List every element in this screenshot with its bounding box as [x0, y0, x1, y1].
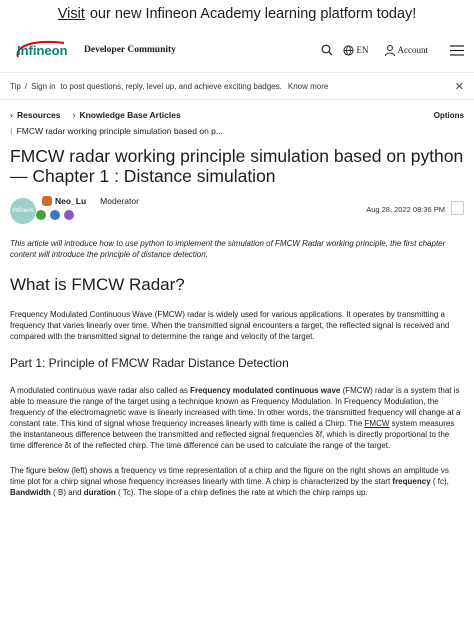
author-row — [0, 196, 474, 228]
know-more-link[interactable]: Know more — [287, 81, 329, 91]
paragraph-1: Frequency Modulated Continuous Wave (FMCW) radar is widely used for various applications. It operates by transmitting a frequency that varies linearly over time. When the transmitted signal encounters a target, the reflected signal is received and compared with the transmitted signal to determine the range and velocity of the target. — [10, 310, 450, 341]
bold-term: frequency — [392, 477, 431, 486]
infineon-logo[interactable] — [12, 37, 72, 63]
logo-mark — [12, 37, 72, 63]
author-name[interactable]: Neo_Lu — [55, 196, 87, 206]
kudo-icon — [64, 210, 74, 220]
breadcrumb-resources[interactable]: Resources — [17, 110, 61, 120]
visit-link[interactable]: Visit — [57, 6, 85, 22]
tip-text: to post questions, reply, level up, and achieve exciting badges. — [60, 81, 282, 91]
promo-banner — [0, 0, 474, 28]
article-intro: This article will introduce how to use python to implement the simulation of FMCW Radar working principle, the first chapter content will introduce the principle of distance detection. — [10, 239, 446, 259]
svg-text:Infineon: Infineon — [17, 43, 68, 58]
kudos-row — [36, 210, 139, 220]
subsection-heading: Part 1: Principle of FMCW Radar Distance Detection — [10, 356, 289, 370]
author-role: Moderator — [100, 196, 139, 206]
menu-icon[interactable] — [450, 45, 464, 56]
language-selector[interactable] — [343, 45, 369, 56]
chevron-icon: › — [72, 110, 76, 120]
rank-badge-icon — [42, 196, 52, 206]
bold-term: duration — [83, 488, 116, 497]
search-icon[interactable] — [321, 44, 333, 56]
site-header — [0, 28, 474, 72]
globe-icon — [343, 45, 354, 56]
close-icon[interactable]: ✕ — [454, 80, 464, 93]
account-button[interactable] — [385, 45, 429, 56]
chevron-icon: ⁝ — [10, 126, 13, 136]
post-date: Aug 28, 2022 08:36 PM — [366, 205, 445, 214]
current-page-crumb — [0, 126, 474, 136]
user-icon — [385, 45, 395, 56]
kudo-icon — [36, 210, 46, 220]
sign-in-link[interactable]: Sign in — [31, 81, 56, 91]
paragraph-3: The figure below (left) shows a frequency vs time representation of a chirp and the figure on the right shows an amplitude vs time plot for a chirp signal whose frequency increases linearly with time. A chirp is characterized by the start frequency ( fc), Bandwidth ( B) and duration ( Tc). The slope of a chirp defines the rate at which the chirp ramps up. — [10, 466, 449, 497]
tip-bar: Tip / Sign in to post questions, reply, level up, and achieve exciting badges. Know more ✕ — [0, 72, 474, 100]
chevron-icon: › — [10, 110, 13, 120]
article-title: FMCW radar working principle simulation based on python — Chapter 1 : Distance simulation — [10, 146, 464, 186]
select-checkbox[interactable] — [451, 201, 464, 215]
breadcrumb — [0, 108, 474, 122]
banner-text: our new Infineon Academy learning platform today! — [89, 6, 417, 22]
language-label: EN — [356, 45, 369, 55]
current-page-label: FMCW radar working principle simulation based on p... — [16, 126, 223, 136]
fmcw-link[interactable]: FMCW — [364, 419, 390, 428]
options-button[interactable]: Options — [433, 110, 464, 120]
section-heading: What is FMCW Radar? — [10, 275, 185, 294]
tip-label: Tip — [10, 81, 21, 91]
breadcrumb-kb-articles[interactable]: Knowledge Base Articles — [79, 110, 181, 120]
account-label: Account — [397, 45, 428, 55]
kudo-icon — [50, 210, 60, 220]
bold-term: Bandwidth — [10, 488, 51, 497]
paragraph-2: A modulated continuous wave radar also called as Frequency modulated continuous wave (FMCW) radar is a system that is able to measure the range of the target using a technique known as Frequency Modulation. In Frequency Modulation, the frequency of the electromagnetic wave is linearly increased with time. In other words, the transmitted frequency will change at a constant rate. This kind of signal whose frequency increases linearly with time is called a Chirp. The FMCW system measures the instantaneous difference between the transmitted and reflected signal frequencies δf, which is directly proportional to the time difference δt of the reflected chirp. The time difference can be used to calculate the range of the target. — [10, 386, 461, 450]
developer-community-link[interactable]: Developer Community — [84, 45, 176, 55]
avatar[interactable]: Infineon — [10, 198, 36, 224]
bold-term: Frequency modulated continuous wave — [190, 386, 341, 395]
